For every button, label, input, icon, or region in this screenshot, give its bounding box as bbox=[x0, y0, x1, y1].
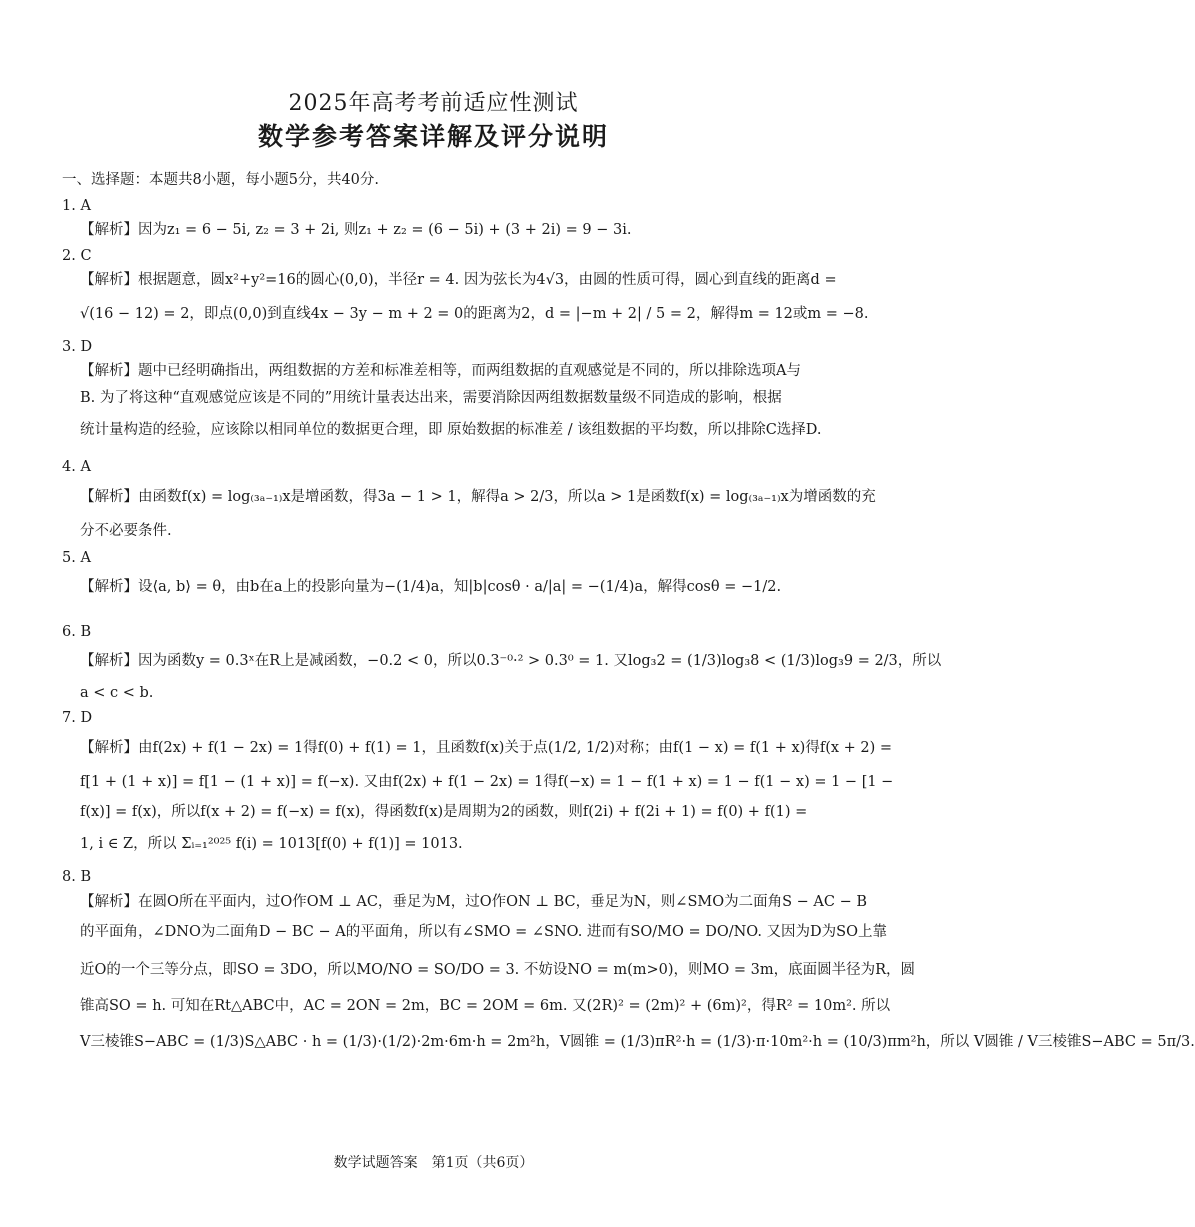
explanation-line: 【解析】题中已经明确指出，两组数据的方差和标准差相等，而两组数据的直观感觉是不同的，所以排除选项A与 bbox=[80, 363, 801, 379]
explanation-line: 锥高SO = h. 可知在Rt△ABC中，AC = 2ON = 2m，BC = 2OM = 6m. 又(2R)² = (2m)² + (6m)²，得R² = 10m². 所以 bbox=[80, 998, 891, 1014]
explanation-line: f(x)] = f(x)，所以f(x + 2) = f(−x) = f(x)，得函数f(x)是周期为2的函数，则f(2i) + f(2i + 1) = f(0) + f(1) = bbox=[80, 804, 808, 820]
answer-key: 1. A bbox=[62, 198, 91, 214]
section-heading: 一、选择题：本题共8小题，每小题5分，共40分. bbox=[62, 172, 380, 188]
explanation-line: 分不必要条件. bbox=[80, 523, 172, 539]
explanation-line: 【解析】设⟨a, b⟩ = θ，由b在a上的投影向量为−(1/4)a，知|b|cosθ · a/|a| = −(1/4)a，解得cosθ = −1/2. bbox=[80, 579, 782, 595]
explanation-line: f[1 + (1 + x)] = f[1 − (1 + x)] = f(−x). 又由f(2x) + f(1 − 2x) = 1得f(−x) = 1 − f(1 + x) = 1 − f(1 − x) = 1 − [1 − bbox=[80, 774, 894, 790]
answer-key: 6. B bbox=[62, 624, 92, 640]
explanation-line: 的平面角，∠DNO为二面角D − BC − A的平面角，所以有∠SMO = ∠SNO. 进而有SO/MO = DO/NO. 又因为D为SO上靠 bbox=[80, 924, 888, 940]
explanation-line: 近O的一个三等分点，即SO = 3DO，所以MO/NO = SO/DO = 3. 不妨设NO = m(m>0)，则MO = 3m，底面圆半径为R，圆 bbox=[80, 962, 916, 978]
explanation-line: 【解析】因为函数y = 0.3ˣ在R上是减函数，−0.2 < 0，所以0.3⁻⁰·² > 0.3⁰ = 1. 又log₃2 = (1/3)log₃8 < (1/3)log₃9 = 2/3，所以 bbox=[80, 653, 942, 669]
explanation-line: 【解析】由f(2x) + f(1 − 2x) = 1得f(0) + f(1) = 1，且函数f(x)关于点(1/2, 1/2)对称；由f(1 − x) = f(1 + x)得f(x + 2) = bbox=[80, 740, 893, 756]
explanation-line: V三棱锥S−ABC = (1/3)S△ABC · h = (1/3)·(1/2)·2m·6m·h = 2m²h，V圆锥 = (1/3)πR²·h = (1/3)·π·10m²·h = (10/3)πm²h，所以 V圆锥 / V三棱锥S−ABC = 5π/3. bbox=[80, 1034, 1195, 1050]
document-title: 数学参考答案详解及评分说明 bbox=[257, 122, 609, 151]
answer-key: 7. D bbox=[62, 710, 93, 726]
explanation-line: 统计量构造的经验，应该除以相同单位的数据更合理，即 原始数据的标准差 / 该组数据的平均数，所以排除C选择D. bbox=[80, 422, 822, 438]
explanation-line: B. 为了将这种“直观感觉应该是不同的”用统计量表达出来，需要消除因两组数据数量级不同造成的影响，根据 bbox=[80, 390, 782, 406]
explanation-line: 【解析】因为z₁ = 6 − 5i, z₂ = 3 + 2i, 则z₁ + z₂ = (6 − 5i) + (3 + 2i) = 9 − 3i. bbox=[80, 222, 632, 238]
explanation-line: 1, i ∈ Z，所以 Σᵢ₌₁²⁰²⁵ f(i) = 1013[f(0) + f(1)] = 1013. bbox=[80, 836, 463, 852]
answer-key: 8. B bbox=[62, 869, 92, 885]
explanation-line: 【解析】由函数f(x) = log₍₃ₐ₋₁₎x是增函数，得3a − 1 > 1，解得a > 2/3，所以a > 1是函数f(x) = log₍₃ₐ₋₁₎x为增函数的充 bbox=[80, 489, 876, 505]
explanation-line: 【解析】在圆O所在平面内，过O作OM ⊥ AC，垂足为M，过O作ON ⊥ BC，垂足为N，则∠SMO为二面角S − AC − B bbox=[80, 894, 868, 910]
explanation-line: a < c < b. bbox=[80, 685, 154, 701]
page-footer: 数学试题答案 第1页（共6页） bbox=[333, 1155, 534, 1171]
answer-key: 5. A bbox=[62, 550, 91, 566]
explanation-line: √(16 − 12) = 2，即点(0,0)到直线4x − 3y − m + 2 = 0的距离为2，d = |−m + 2| / 5 = 2，解得m = 12或m = −8. bbox=[80, 306, 869, 322]
answer-key: 4. A bbox=[62, 459, 91, 475]
answer-key: 3. D bbox=[62, 339, 93, 355]
explanation-line: 【解析】根据题意，圆x²+y²=16的圆心(0,0)，半径r = 4. 因为弦长为4√3，由圆的性质可得，圆心到直线的距离d = bbox=[80, 272, 837, 288]
answer-key: 2. C bbox=[62, 248, 92, 264]
exam-title: 2025年高考考前适应性测试 bbox=[288, 91, 579, 116]
